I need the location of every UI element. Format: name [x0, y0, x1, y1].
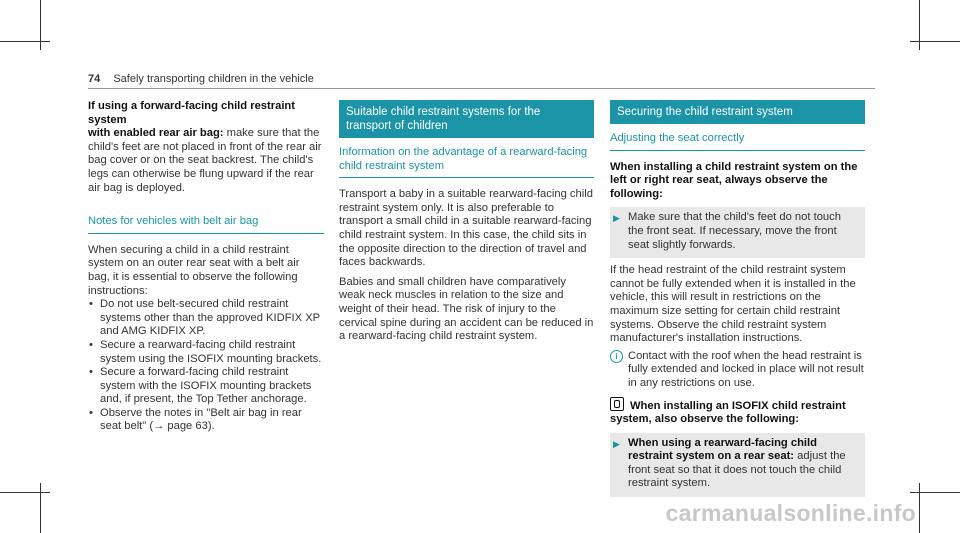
column-left: [88, 100, 324, 434]
info-icon: i: [610, 350, 623, 363]
crop-mark: [910, 492, 960, 493]
header-divider: [88, 88, 875, 89]
crop-mark: [0, 41, 50, 42]
page-number: 74: [88, 73, 101, 85]
list-item-link[interactable]: • Observe the notes in "Belt air bag in rear seat belt" (→ page 63).: [89, 406, 302, 433]
page-title: Safely transporting children in the vehicle: [113, 73, 314, 85]
body-paragraph: If the head restraint of the child restraint system cannot be fully extended when it is installed in the vehicle, this will result in restrictions on the maximum size setting for certain child restraint systems. Observe the child restraint system manufacturer's installation instructions.: [610, 264, 856, 345]
body-paragraph: Transport a baby in a suitable rearward-facing child restraint system only. It is also preferable to transport a small child in a suitable rearward-facing child restraint system. In this case, the child sits in the opposite direction to the direction of travel and faces backwards.: [339, 188, 593, 269]
list-item: • Do not use belt-secured child restraint systems other than the approved KIDFIX XP and AMG KIDFIX XP.: [89, 298, 320, 338]
column-middle: [339, 100, 594, 344]
instruction-list: [88, 298, 324, 434]
section-banner: Suitable child restraint systems for the transport of children: [339, 100, 594, 138]
isofix-icon: [610, 397, 624, 411]
list-item: • Secure a forward-facing child restraint system with the ISOFIX mounting brackets and, if present, the Top Tether anchorage.: [89, 366, 312, 406]
column-right: [610, 100, 865, 497]
notes-subheading: Notes for vehicles with belt air bag: [88, 215, 324, 234]
subsection-heading: Adjusting the seat correctly: [610, 132, 865, 151]
page-header: [88, 73, 314, 85]
notes-paragraph: When securing a child in a child restraint system on an outer rear seat with a belt air bag, it is essential to observe the following instructions:: [88, 243, 300, 297]
crop-mark: [40, 0, 41, 50]
instruction-step: ▶ Make sure that the child's feet do not touch the front seat. If necessary, move the front seat slightly forwards.: [613, 211, 841, 251]
arrow-right-icon: ▶: [613, 438, 620, 449]
section-heading: If using a forward-facing child restraint system: [88, 100, 295, 126]
info-note: i Contact with the roof when the head restraint is fully extended and locked in place will not result in any restrictions on use.: [610, 350, 865, 391]
crop-mark: [919, 483, 920, 533]
subsection-heading: Information on the advantage of a rearward-facing child restraint system: [339, 146, 594, 178]
crop-mark: [910, 41, 960, 42]
intro-paragraph: with enabled rear air bag: make sure that the child's feet are not placed in front of the rear air bag cover or on the seat backrest. The child's legs can otherwise be flung upward if the rear air bag is deployed.: [88, 127, 322, 194]
step-box: [610, 433, 865, 497]
list-item: • Secure a rearward-facing child restraint system using the ISOFIX mounting brackets.: [89, 338, 322, 365]
step-box: [610, 207, 865, 258]
body-paragraph: Babies and small children have comparatively weak neck muscles in relation to the size and weight of their head. The risk of injury to the cervical spine during an accident can be reduced in a rearward-facing child restraint system.: [339, 275, 594, 343]
crop-mark: [0, 492, 50, 493]
instruction-step: ▶ When using a rearward-facing child restraint system on a rear seat: adjust the front seat so that it does not touch the child restraint system.: [613, 436, 846, 490]
arrow-right-icon: ▶: [613, 213, 620, 224]
section-banner: Securing the child restraint system: [610, 100, 865, 124]
crop-mark: [40, 483, 41, 533]
watermark: carmanualsonline.info: [665, 500, 916, 526]
instruction-heading: When installing a child restraint system on the left or right rear seat, always observe the following:: [610, 160, 858, 200]
isofix-heading: When installing an ISOFIX child restraint system, also observe the following:: [610, 397, 865, 427]
crop-mark: [919, 0, 920, 50]
